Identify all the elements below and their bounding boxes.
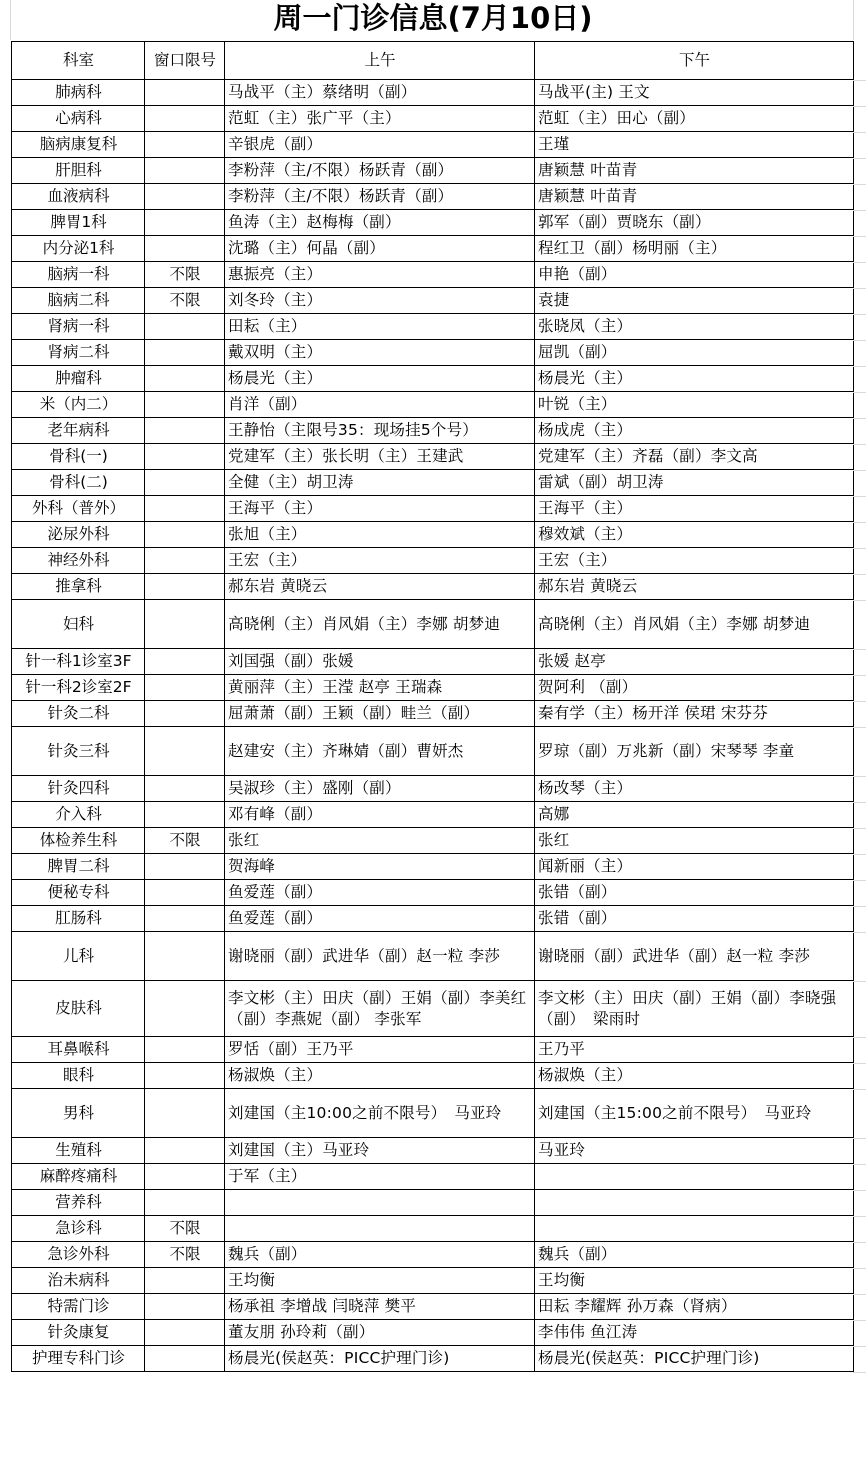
- window-limit-cell: [145, 236, 225, 262]
- afternoon-cell: 穆效斌（主）: [535, 522, 854, 548]
- afternoon-cell: 屈凯（副）: [535, 340, 854, 366]
- table-row: [12, 288, 854, 314]
- table-row: [12, 366, 854, 392]
- window-limit-cell: [145, 1164, 225, 1190]
- table-row: [12, 132, 854, 158]
- table-row: [12, 1138, 854, 1164]
- window-limit-cell: [145, 1063, 225, 1089]
- morning-cell: 李文彬（主）田庆（副）王娟（副）李美红（副）李燕妮（副） 李张军: [225, 981, 535, 1037]
- grid-line: [853, 236, 866, 237]
- afternoon-cell: 张错（副）: [535, 880, 854, 906]
- window-limit-cell: [145, 600, 225, 649]
- grid-line: [853, 288, 866, 289]
- afternoon-cell: 郝东岩 黄晓云: [535, 574, 854, 600]
- dept-cell: 肿瘤科: [12, 366, 145, 392]
- morning-cell: 党建军（主）张长明（主）王建武: [225, 444, 535, 470]
- dept-cell: 针灸康复: [12, 1320, 145, 1346]
- grid-line: [853, 701, 866, 702]
- morning-cell: 张旭（主）: [225, 522, 535, 548]
- dept-cell: 针灸四科: [12, 776, 145, 802]
- grid-line: [853, 0, 854, 40]
- window-limit-cell: [145, 106, 225, 132]
- afternoon-cell: 申艳（副）: [535, 262, 854, 288]
- table-row: [12, 1320, 854, 1346]
- morning-cell: 刘冬玲（主）: [225, 288, 535, 314]
- grid-line: [853, 1268, 866, 1269]
- dept-cell: 骨科(一): [12, 444, 145, 470]
- morning-cell: 赵建安（主）齐琳婧（副）曹妍杰: [225, 727, 535, 776]
- afternoon-cell: [535, 1216, 854, 1242]
- morning-cell: 王海平（主）: [225, 496, 535, 522]
- morning-cell: [225, 1216, 535, 1242]
- grid-line: [853, 444, 866, 445]
- window-limit-cell: [145, 548, 225, 574]
- window-limit-cell: [145, 184, 225, 210]
- afternoon-cell: 党建军（主）齐磊（副）李文高: [535, 444, 854, 470]
- dept-cell: 推拿科: [12, 574, 145, 600]
- table-row: [12, 1242, 854, 1268]
- grid-line: [853, 1294, 866, 1295]
- grid-line: [853, 366, 866, 367]
- table-row: [12, 675, 854, 701]
- afternoon-cell: [535, 1190, 854, 1216]
- table-row: [12, 340, 854, 366]
- dept-cell: 男科: [12, 1089, 145, 1138]
- dept-cell: 营养科: [12, 1190, 145, 1216]
- morning-cell: 辛银虎（副）: [225, 132, 535, 158]
- window-limit-cell: [145, 802, 225, 828]
- afternoon-cell: 张媛 赵亭: [535, 649, 854, 675]
- morning-cell: 贺海峰: [225, 854, 535, 880]
- grid-line: [853, 675, 866, 676]
- grid-line: [853, 776, 866, 777]
- afternoon-cell: 李伟伟 鱼江涛: [535, 1320, 854, 1346]
- header-row: [12, 42, 854, 80]
- grid-line: [853, 418, 866, 419]
- morning-cell: 刘国强（副）张媛: [225, 649, 535, 675]
- morning-cell: 鱼爱莲（副）: [225, 880, 535, 906]
- dept-cell: 急诊科: [12, 1216, 145, 1242]
- grid-line: [853, 1242, 866, 1243]
- grid-line: [853, 522, 866, 523]
- table-row: [12, 236, 854, 262]
- window-limit-cell: [145, 132, 225, 158]
- morning-cell: 黄丽萍（主）王滢 赵亭 王瑞森: [225, 675, 535, 701]
- grid-line: [853, 132, 866, 133]
- window-limit-cell: [145, 392, 225, 418]
- dept-cell: 米（内二）: [12, 392, 145, 418]
- afternoon-cell: 唐颖慧 叶苗青: [535, 184, 854, 210]
- afternoon-cell: 田耘 李耀辉 孙万森（肾病）: [535, 1294, 854, 1320]
- dept-cell: 眼科: [12, 1063, 145, 1089]
- dept-cell: 针灸三科: [12, 727, 145, 776]
- morning-cell: 谢晓丽（副）武进华（副）赵一粒 李莎: [225, 932, 535, 981]
- table-row: [12, 184, 854, 210]
- morning-cell: 鱼涛（主）赵梅梅（副）: [225, 210, 535, 236]
- morning-cell: [225, 1190, 535, 1216]
- table-row: [12, 1089, 854, 1138]
- window-limit-cell: [145, 496, 225, 522]
- dept-cell: 便秘专科: [12, 880, 145, 906]
- morning-cell: 范虹（主）张广平（主）: [225, 106, 535, 132]
- dept-cell: 儿科: [12, 932, 145, 981]
- grid-line: [853, 906, 866, 907]
- table-row: [12, 802, 854, 828]
- window-limit-cell: 不限: [145, 1216, 225, 1242]
- afternoon-cell: 刘建国（主15:00之前不限号） 马亚玲: [535, 1089, 854, 1138]
- window-limit-cell: [145, 701, 225, 727]
- grid-line: [853, 1037, 866, 1038]
- afternoon-cell: 程红卫（副）杨明丽（主）: [535, 236, 854, 262]
- dept-cell: 体检养生科: [12, 828, 145, 854]
- window-limit-cell: [145, 418, 225, 444]
- window-limit-cell: [145, 1089, 225, 1138]
- morning-cell: 田耘（主）: [225, 314, 535, 340]
- dept-cell: 心病科: [12, 106, 145, 132]
- afternoon-cell: 高晓俐（主）肖风娟（主）李娜 胡梦迪: [535, 600, 854, 649]
- afternoon-cell: 罗琼（副）万兆新（副）宋琴琴 李童: [535, 727, 854, 776]
- window-limit-cell: [145, 880, 225, 906]
- grid-line: [853, 1190, 866, 1191]
- dept-cell: 介入科: [12, 802, 145, 828]
- window-limit-cell: [145, 981, 225, 1037]
- window-limit-cell: [145, 1294, 225, 1320]
- grid-line: [853, 80, 866, 81]
- table-row: [12, 80, 854, 106]
- grid-line: [853, 880, 866, 881]
- afternoon-cell: 谢晓丽（副）武进华（副）赵一粒 李莎: [535, 932, 854, 981]
- table-row: [12, 444, 854, 470]
- dept-cell: 特需门诊: [12, 1294, 145, 1320]
- afternoon-cell: 杨成虎（主）: [535, 418, 854, 444]
- morning-cell: 王宏（主）: [225, 548, 535, 574]
- afternoon-cell: 袁捷: [535, 288, 854, 314]
- afternoon-cell: 张红: [535, 828, 854, 854]
- afternoon-cell: 雷斌（副）胡卫涛: [535, 470, 854, 496]
- window-limit-cell: [145, 649, 225, 675]
- grid-line: [853, 981, 866, 982]
- table-row: [12, 1346, 854, 1372]
- table-row: [12, 932, 854, 981]
- morning-cell: 高晓俐（主）肖风娟（主）李娜 胡梦迪: [225, 600, 535, 649]
- table-row: [12, 828, 854, 854]
- grid-line: [853, 1089, 866, 1090]
- table-row: [12, 522, 854, 548]
- header-dept: 科室: [12, 42, 145, 80]
- dept-cell: 肛肠科: [12, 906, 145, 932]
- window-limit-cell: [145, 1037, 225, 1063]
- table-row: [12, 906, 854, 932]
- dept-cell: 内分泌1科: [12, 236, 145, 262]
- table-row: [12, 314, 854, 340]
- table-row: [12, 1164, 854, 1190]
- schedule-body: [12, 80, 854, 1372]
- table-row: [12, 470, 854, 496]
- dept-cell: 护理专科门诊: [12, 1346, 145, 1372]
- morning-cell: 王均衡: [225, 1268, 535, 1294]
- grid-line: [853, 1138, 866, 1139]
- window-limit-cell: [145, 906, 225, 932]
- afternoon-cell: 魏兵（副）: [535, 1242, 854, 1268]
- dept-cell: 肺病科: [12, 80, 145, 106]
- afternoon-cell: 马亚玲: [535, 1138, 854, 1164]
- grid-line: [853, 262, 866, 263]
- dept-cell: 生殖科: [12, 1138, 145, 1164]
- afternoon-cell: 杨晨光（主）: [535, 366, 854, 392]
- grid-line: [853, 854, 866, 855]
- table-row: [12, 880, 854, 906]
- grid-line: [853, 548, 866, 549]
- dept-cell: 针灸二科: [12, 701, 145, 727]
- morning-cell: 杨晨光（主）: [225, 366, 535, 392]
- table-row: [12, 496, 854, 522]
- morning-cell: 屈萧萧（副）王颖（副）畦兰（副）: [225, 701, 535, 727]
- afternoon-cell: 秦有学（主）杨开洋 侯珺 宋芬芬: [535, 701, 854, 727]
- table-row: [12, 574, 854, 600]
- header-afternoon: 下午: [535, 42, 854, 80]
- grid-line: [853, 828, 866, 829]
- window-limit-cell: [145, 522, 225, 548]
- dept-cell: 脾胃二科: [12, 854, 145, 880]
- morning-cell: 鱼爱莲（副）: [225, 906, 535, 932]
- afternoon-cell: 王海平（主）: [535, 496, 854, 522]
- afternoon-cell: 闻新丽（主）: [535, 854, 854, 880]
- morning-cell: 马战平（主）蔡绪明（副）: [225, 80, 535, 106]
- window-limit-cell: [145, 340, 225, 366]
- window-limit-cell: [145, 210, 225, 236]
- morning-cell: 罗恬（副）王乃平: [225, 1037, 535, 1063]
- dept-cell: 针一科2诊室2F: [12, 675, 145, 701]
- grid-line: [853, 470, 866, 471]
- grid-line: [853, 1346, 866, 1347]
- afternoon-cell: 郭军（副）贾晓东（副）: [535, 210, 854, 236]
- grid-line: [853, 184, 866, 185]
- table-row: [12, 727, 854, 776]
- morning-cell: 肖洋（副）: [225, 392, 535, 418]
- morning-cell: 魏兵（副）: [225, 1242, 535, 1268]
- dept-cell: 皮肤科: [12, 981, 145, 1037]
- dept-cell: 针一科1诊室3F: [12, 649, 145, 675]
- table-row: [12, 1216, 854, 1242]
- window-limit-cell: [145, 854, 225, 880]
- header-morning: 上午: [225, 42, 535, 80]
- morning-cell: 戴双明（主）: [225, 340, 535, 366]
- window-limit-cell: [145, 314, 225, 340]
- window-limit-cell: 不限: [145, 828, 225, 854]
- window-limit-cell: [145, 80, 225, 106]
- grid-line: [853, 392, 866, 393]
- grid-line: [853, 1216, 866, 1217]
- grid-line: [853, 158, 866, 159]
- morning-cell: 董友朋 孙玲莉（副）: [225, 1320, 535, 1346]
- morning-cell: 王静怡（主限号35：现场挂5个号）: [225, 418, 535, 444]
- dept-cell: 神经外科: [12, 548, 145, 574]
- window-limit-cell: [145, 727, 225, 776]
- window-limit-cell: [145, 1320, 225, 1346]
- dept-cell: 麻醉疼痛科: [12, 1164, 145, 1190]
- grid-line: [853, 1164, 866, 1165]
- dept-cell: 脑病康复科: [12, 132, 145, 158]
- table-row: [12, 1268, 854, 1294]
- afternoon-cell: 杨淑焕（主）: [535, 1063, 854, 1089]
- header-window-limit: 窗口限号: [145, 42, 225, 80]
- dept-cell: 妇科: [12, 600, 145, 649]
- morning-cell: 李粉萍（主/不限）杨跃青（副）: [225, 184, 535, 210]
- table-row: [12, 1063, 854, 1089]
- table-row: [12, 418, 854, 444]
- grid-line: [853, 1372, 866, 1373]
- window-limit-cell: [145, 158, 225, 184]
- afternoon-cell: 马战平(主) 王文: [535, 80, 854, 106]
- afternoon-cell: 叶锐（主）: [535, 392, 854, 418]
- dept-cell: 脑病二科: [12, 288, 145, 314]
- dept-cell: 肝胆科: [12, 158, 145, 184]
- grid-line: [853, 600, 866, 601]
- dept-cell: 治未病科: [12, 1268, 145, 1294]
- morning-cell: 李粉萍（主/不限）杨跃青（副）: [225, 158, 535, 184]
- window-limit-cell: 不限: [145, 262, 225, 288]
- grid-line: [10, 0, 11, 40]
- table-row: [12, 854, 854, 880]
- window-limit-cell: [145, 675, 225, 701]
- window-limit-cell: 不限: [145, 288, 225, 314]
- dept-cell: 泌尿外科: [12, 522, 145, 548]
- afternoon-cell: 王宏（主）: [535, 548, 854, 574]
- table-row: [12, 649, 854, 675]
- table-row: [12, 701, 854, 727]
- morning-cell: 全健（主）胡卫涛: [225, 470, 535, 496]
- table-row: [12, 1294, 854, 1320]
- afternoon-cell: 张错（副）: [535, 906, 854, 932]
- window-limit-cell: [145, 932, 225, 981]
- grid-line: [853, 496, 866, 497]
- window-limit-cell: [145, 1138, 225, 1164]
- table-row: [12, 392, 854, 418]
- afternoon-cell: [535, 1164, 854, 1190]
- window-limit-cell: [145, 1346, 225, 1372]
- afternoon-cell: 杨晨光(侯赵英：PICC护理门诊): [535, 1346, 854, 1372]
- afternoon-cell: 唐颖慧 叶苗青: [535, 158, 854, 184]
- table-row: [12, 106, 854, 132]
- afternoon-cell: 张晓凤（主）: [535, 314, 854, 340]
- grid-line: [853, 574, 866, 575]
- dept-cell: 急诊外科: [12, 1242, 145, 1268]
- morning-cell: 杨淑焕（主）: [225, 1063, 535, 1089]
- window-limit-cell: [145, 776, 225, 802]
- table-row: [12, 981, 854, 1037]
- spreadsheet-gutter: [853, 41, 866, 1464]
- table-row: [12, 548, 854, 574]
- grid-line: [853, 802, 866, 803]
- table-row: [12, 776, 854, 802]
- morning-cell: 邓有峰（副）: [225, 802, 535, 828]
- window-limit-cell: [145, 444, 225, 470]
- table-row: [12, 1037, 854, 1063]
- dept-cell: 血液病科: [12, 184, 145, 210]
- morning-cell: 杨承祖 李增战 闫晓萍 樊平: [225, 1294, 535, 1320]
- window-limit-cell: [145, 366, 225, 392]
- dept-cell: 脾胃1科: [12, 210, 145, 236]
- dept-cell: 肾病一科: [12, 314, 145, 340]
- window-limit-cell: [145, 1190, 225, 1216]
- grid-line: [853, 106, 866, 107]
- dept-cell: 外科（普外）: [12, 496, 145, 522]
- morning-cell: 杨晨光(侯赵英：PICC护理门诊): [225, 1346, 535, 1372]
- dept-cell: 老年病科: [12, 418, 145, 444]
- dept-cell: 脑病一科: [12, 262, 145, 288]
- window-limit-cell: 不限: [145, 1242, 225, 1268]
- grid-line: [853, 727, 866, 728]
- table-row: [12, 1190, 854, 1216]
- dept-cell: 骨科(二): [12, 470, 145, 496]
- grid-line: [853, 932, 866, 933]
- morning-cell: 吴淑珍（主）盛刚（副）: [225, 776, 535, 802]
- morning-cell: 沈璐（主）何晶（副）: [225, 236, 535, 262]
- afternoon-cell: 王均衡: [535, 1268, 854, 1294]
- afternoon-cell: 高娜: [535, 802, 854, 828]
- grid-line: [853, 314, 866, 315]
- morning-cell: 郝东岩 黄晓云: [225, 574, 535, 600]
- afternoon-cell: 范虹（主）田心（副）: [535, 106, 854, 132]
- afternoon-cell: 杨改琴（主）: [535, 776, 854, 802]
- grid-line: [853, 340, 866, 341]
- dept-cell: 肾病二科: [12, 340, 145, 366]
- afternoon-cell: 贺阿利 （副）: [535, 675, 854, 701]
- afternoon-cell: 王瑾: [535, 132, 854, 158]
- dept-cell: 耳鼻喉科: [12, 1037, 145, 1063]
- afternoon-cell: 王乃平: [535, 1037, 854, 1063]
- grid-line: [853, 210, 866, 211]
- grid-line: [853, 1063, 866, 1064]
- window-limit-cell: [145, 1268, 225, 1294]
- table-row: [12, 210, 854, 236]
- page-title: 周一门诊信息(7月10日): [273, 1, 593, 35]
- schedule-table: [11, 41, 854, 1372]
- window-limit-cell: [145, 470, 225, 496]
- morning-cell: 于军（主）: [225, 1164, 535, 1190]
- grid-line: [853, 649, 866, 650]
- morning-cell: 刘建国（主10:00之前不限号） 马亚玲: [225, 1089, 535, 1138]
- afternoon-cell: 李文彬（主）田庆（副）王娟（副）李晓强（副） 梁雨时: [535, 981, 854, 1037]
- morning-cell: 刘建国（主）马亚玲: [225, 1138, 535, 1164]
- grid-line: [853, 1320, 866, 1321]
- table-row: [12, 262, 854, 288]
- window-limit-cell: [145, 574, 225, 600]
- morning-cell: 惠振亮（主）: [225, 262, 535, 288]
- table-row: [12, 600, 854, 649]
- morning-cell: 张红: [225, 828, 535, 854]
- table-row: [12, 158, 854, 184]
